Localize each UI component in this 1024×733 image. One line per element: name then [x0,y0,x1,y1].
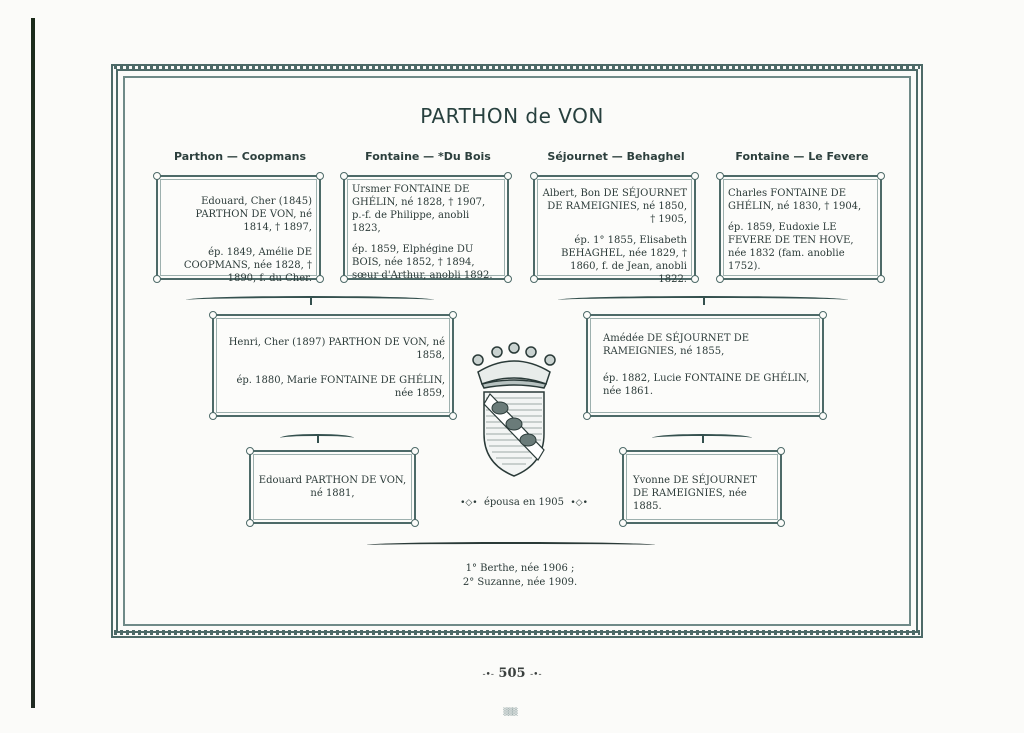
ornament-right: •◇• [570,498,588,508]
married-caption [454,497,594,508]
bride-text: Yvonne DE SÉJOURNET DE RAMEIGNIES, née 1885. [633,475,757,512]
ancestor-box-1 [156,175,321,284]
couple-heading-2: Fontaine — *Du Bois [365,150,491,163]
bracket-left-ancestors [186,296,434,304]
bracket-left-parents [280,434,354,442]
page-title: PARTHON de VON [420,104,604,128]
ancestor-1-line-2: ép. 1849, Amélie DE COOPMANS, née 1828, † 1890, f. du Cher. [183,247,312,284]
married-text: épousa en 1905 [483,497,565,508]
bracket-right-parents [652,434,752,442]
ancestor-2-line-2: ép. 1859, Elphégine DU BOIS, née 1852, † 1894, sœur d'Arthur, anobli 1892. [352,244,493,281]
page-ornament-left: -•- [482,670,494,680]
ancestor-box-2 [343,175,509,280]
ancestor-3-line-1: Albert, Bon DE SÉJOURNET DE RAMEIGNIES, né 1850, † 1905, [542,188,687,225]
ancestor-4-line-2: ép. 1859, Eudoxie LE FEVERE DE TEN HOVE, née 1832 (fam. anoblie 1752). [728,222,854,272]
bride-box [622,450,782,524]
coat-of-arms-icon [462,342,566,482]
children-divider [367,542,655,548]
ancestor-2-line-1: Ursmer FONTAINE DE GHÉLIN, né 1828, † 1907, p.-f. de Philippe, anobli 1823, [352,184,486,234]
child-2: 2° Suzanne, née 1909. [462,577,578,588]
page-number: 505 [498,666,526,681]
page-ornament-right: -•- [530,670,542,680]
ancestor-box-4 [719,175,882,280]
ancestor-4-line-1: Charles FONTAINE DE GHÉLIN, né 1830, † 1904, [728,188,862,212]
parent-box-left [212,314,454,417]
parent-right-line-1: Amédée DE SÉJOURNET DE RAMEIGNIES, né 1855, [603,333,750,357]
ancestor-1-line-1: Edouard, Cher (1845) PARTHON DE VON, né 1814, † 1897, [195,196,312,233]
parent-left-line-2: ép. 1880, Marie FONTAINE DE GHÉLIN, née 1859, [236,375,445,399]
parent-right-line-2: ép. 1882, Lucie FONTAINE DE GHÉLIN, née 1861. [603,373,810,397]
page-number-line [0,666,1024,681]
groom-text: Edouard PARTHON DE VON, né 1881, [258,475,407,499]
parent-left-line-1: Henri, Cher (1897) PARTHON DE VON, né 1858, [228,337,445,361]
ancestor-3-line-2: ép. 1° 1855, Elisabeth BEHAGHEL, née 1829, † 1860, f. de Jean, anobli 1822. [561,235,687,285]
couple-heading-4: Fontaine — Le Fevere [735,150,869,163]
couple-heading-1: Parthon — Coopmans [173,150,307,163]
bracket-right-ancestors [558,296,848,304]
parent-box-right [586,314,824,417]
child-1: 1° Berthe, née 1906 ; [465,563,575,574]
ornament-left: •◇• [460,498,478,508]
children-list [440,562,600,590]
ancestor-box-3 [533,175,696,285]
groom-box [249,450,416,524]
shelfmark-stamp: ▒▒▒ [503,708,517,716]
couple-heading-3: Séjournet — Behaghel [547,150,685,163]
